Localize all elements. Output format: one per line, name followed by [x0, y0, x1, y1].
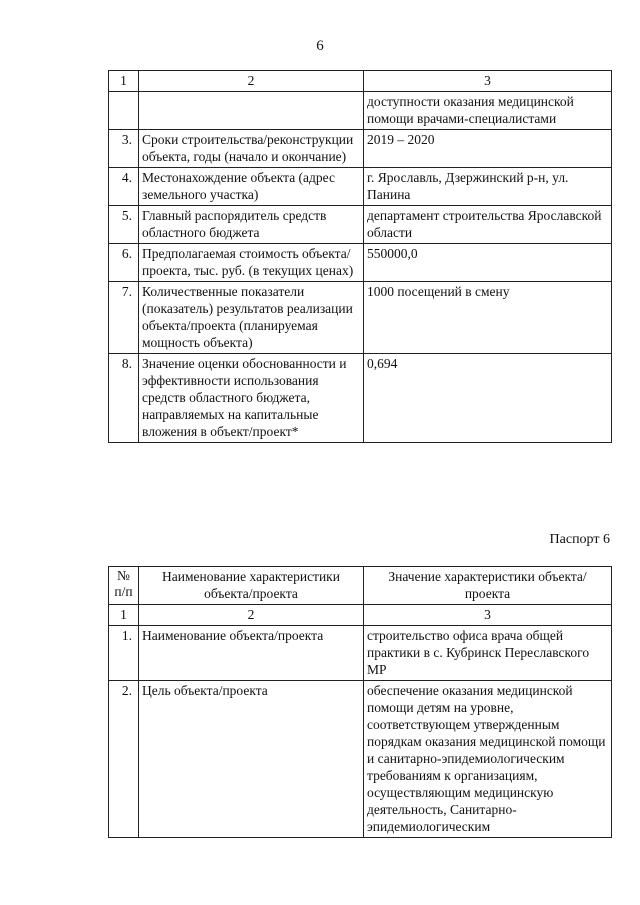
- characteristic-name: Значение оценки обоснованности и эффективности использования средств областного бюджета, направляемых на капитальные вложения в объект/проект*: [139, 354, 364, 443]
- characteristic-name: Цель объекта/проекта: [139, 681, 364, 838]
- column-number-2: 2: [139, 71, 364, 92]
- passport-title: Паспорт 6: [549, 532, 610, 547]
- table-row: [109, 282, 612, 354]
- characteristic-value: 550000,0: [364, 244, 612, 282]
- header-characteristic-name: Наименование характеристики объекта/проекта: [139, 567, 364, 605]
- characteristic-name: Местонахождение объекта (адрес земельного участка): [139, 168, 364, 206]
- row-number: 3.: [109, 130, 139, 168]
- characteristic-name: Предполагаемая стоимость объекта/проекта, тыс. руб. (в текущих ценах): [139, 244, 364, 282]
- characteristic-name: Наименование объекта/проекта: [139, 626, 364, 681]
- table-row: [109, 626, 612, 681]
- table-row: [109, 130, 612, 168]
- characteristic-value: 2019 – 2020: [364, 130, 612, 168]
- characteristic-value: доступности оказания медицинской помощи врачами-специалистами: [364, 92, 612, 130]
- table-row: [109, 206, 612, 244]
- characteristic-value: г. Ярославль, Дзержинский р-н, ул. Панина: [364, 168, 612, 206]
- row-number: 8.: [109, 354, 139, 443]
- characteristic-value: строительство офиса врача общей практики в с. Кубринск Переславского МР: [364, 626, 612, 681]
- table-passport-6: [108, 566, 612, 838]
- header-row-number: № п/п: [109, 567, 139, 605]
- row-number: 4.: [109, 168, 139, 206]
- table-row: [109, 168, 612, 206]
- row-number: 7.: [109, 282, 139, 354]
- characteristic-name: [139, 92, 364, 130]
- table-header-row: [109, 567, 612, 605]
- row-number: 6.: [109, 244, 139, 282]
- row-number: [109, 92, 139, 130]
- characteristic-value: департамент строительства Ярославской области: [364, 206, 612, 244]
- row-number: 2.: [109, 681, 139, 838]
- characteristic-value: обеспечение оказания медицинской помощи детям на уровне, соответствующем утвержденным порядкам оказания медицинской помощи и санитарно-эпидемиологическим требованиям к организациям, осуществляющим медицинскую деятельность, Санитарно-эпидемиологическим: [364, 681, 612, 838]
- column-number-3: 3: [364, 71, 612, 92]
- table-row: [109, 244, 612, 282]
- header-characteristic-value: Значение характеристики объекта/проекта: [364, 567, 612, 605]
- table-row: [109, 92, 612, 130]
- characteristic-name: Сроки строительства/реконструкции объекта, годы (начало и окончание): [139, 130, 364, 168]
- characteristic-name: Главный распорядитель средств областного бюджета: [139, 206, 364, 244]
- column-number-2: 2: [139, 605, 364, 626]
- characteristic-name: Количественные показатели (показатель) результатов реализации объекта/проекта (планируемая мощность объекта): [139, 282, 364, 354]
- page-number: 6: [316, 38, 324, 54]
- table-row: [109, 681, 612, 838]
- column-number-1: 1: [109, 605, 139, 626]
- characteristic-value: 0,694: [364, 354, 612, 443]
- column-number-1: 1: [109, 71, 139, 92]
- table-object-characteristics-continued: [108, 70, 612, 443]
- row-number: 5.: [109, 206, 139, 244]
- table-column-numbers-row: [109, 71, 612, 92]
- row-number: 1.: [109, 626, 139, 681]
- table-column-numbers-row: [109, 605, 612, 626]
- characteristic-value: 1000 посещений в смену: [364, 282, 612, 354]
- table-row: [109, 354, 612, 443]
- column-number-3: 3: [364, 605, 612, 626]
